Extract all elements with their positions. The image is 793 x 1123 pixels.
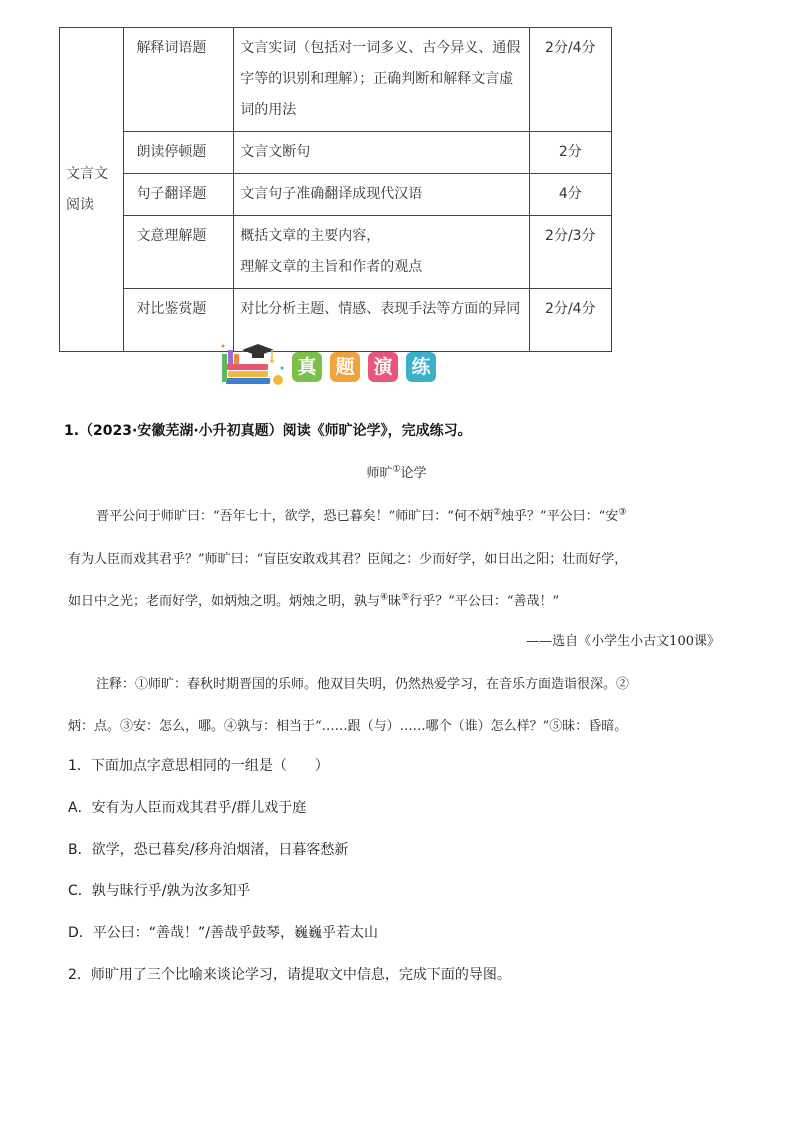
option-b: B．欲学，恐已暮矣/移舟泊烟渚，日暮客愁新: [68, 842, 349, 858]
score-cell: 2分/3分: [529, 216, 611, 289]
type-cell: 朗读停顿题: [124, 132, 234, 174]
table-row: [60, 174, 612, 216]
note-marker: ②: [492, 507, 502, 518]
passage-source: ——选自《小学生小古文100课》: [526, 634, 720, 649]
passage-text: 烛乎？”平公曰：“安: [501, 509, 619, 524]
score-cell: 2分/4分: [529, 28, 611, 132]
category-cell: 文言文阅读: [60, 28, 124, 352]
desc-cell: 文言句子准确翻译成现代汉语: [234, 174, 529, 216]
score-cell: 4分: [529, 174, 611, 216]
option-a: A．安有为人臣而戏其君乎/群儿戏于庭: [68, 800, 307, 816]
option-d: D．平公曰：“善哉！”/善哉乎鼓琴，巍巍乎若太山: [68, 925, 379, 941]
passage-title-text: 论学: [400, 466, 427, 481]
type-cell: 解释词语题: [124, 28, 234, 132]
score-cell: 2分: [529, 132, 611, 174]
type-cell: 句子翻译题: [124, 174, 234, 216]
banner-char: 练: [406, 352, 436, 382]
desc-line: 理解文章的主旨和作者的观点: [240, 259, 423, 275]
note-marker: ③: [618, 507, 627, 518]
note-marker: ①: [392, 464, 401, 475]
books-graduation-cap-icon: [220, 340, 288, 388]
passage-text: 昧: [388, 594, 402, 609]
sub-question-1: 1．下面加点字意思相同的一组是（ ）: [68, 758, 329, 774]
passage-title: [0, 462, 793, 481]
desc-cell: 文言文断句: [234, 132, 529, 174]
passage-text: 行乎？”平公曰：“善哉！”: [409, 594, 560, 609]
passage-line: 有为人臣而戏其君乎？”师旷曰：“盲臣安敢戏其君？臣闻之：少而好学，如日出之阳；壮而好学，: [68, 552, 628, 567]
banner-char: 演: [368, 352, 398, 382]
option-c: C．孰与昧行乎/孰为汝多知乎: [68, 883, 251, 899]
table-row: [60, 28, 612, 132]
banner-char: 题: [330, 352, 360, 382]
score-cell: 2分/4分: [529, 289, 611, 352]
notes-line: 炳：点。③安：怎么，哪。④孰与：相当于“……跟（与）……哪个（谁）怎么样？”⑤昧：昏暗。: [68, 719, 628, 734]
passage-title-text: 师旷: [366, 466, 393, 481]
practice-banner: [220, 340, 442, 388]
note-marker: ④: [380, 592, 389, 603]
exam-structure-table: [59, 27, 612, 352]
passage-line: [68, 590, 559, 609]
table-row: [60, 132, 612, 174]
banner-char: 真: [292, 352, 322, 382]
desc-cell: 对比分析主题、情感、表现手法等方面的异同: [234, 289, 529, 352]
passage-text: 晋平公问于师旷曰：“吾年七十，欲学，恐已暮矣！”师旷曰：“何不炳: [96, 509, 493, 524]
notes-line: 注释：①师旷：春秋时期晋国的乐师。他双目失明，仍然热爱学习，在音乐方面造诣很深。②: [96, 677, 630, 692]
sub-question-2: 2．师旷用了三个比喻来谈论学习，请提取文中信息，完成下面的导图。: [68, 967, 511, 983]
type-cell: 文意理解题: [124, 216, 234, 289]
desc-cell: 文言实词（包括对一词多义、古今异义、通假字等的识别和理解）；正确判断和解释文言虚词的用法: [234, 28, 529, 132]
desc-cell: [234, 216, 529, 289]
table-row: [60, 216, 612, 289]
question-heading: 1.（2023·安徽芜湖·小升初真题）阅读《师旷论学》，完成练习。: [64, 423, 472, 439]
desc-line: 概括文章的主要内容，: [240, 228, 381, 244]
passage-line: [96, 505, 626, 524]
note-marker: ⑤: [401, 592, 410, 603]
type-cell: 对比鉴赏题: [124, 289, 234, 352]
passage-text: 如日中之光；老而好学，如炳烛之明。炳烛之明，孰与: [68, 594, 381, 609]
